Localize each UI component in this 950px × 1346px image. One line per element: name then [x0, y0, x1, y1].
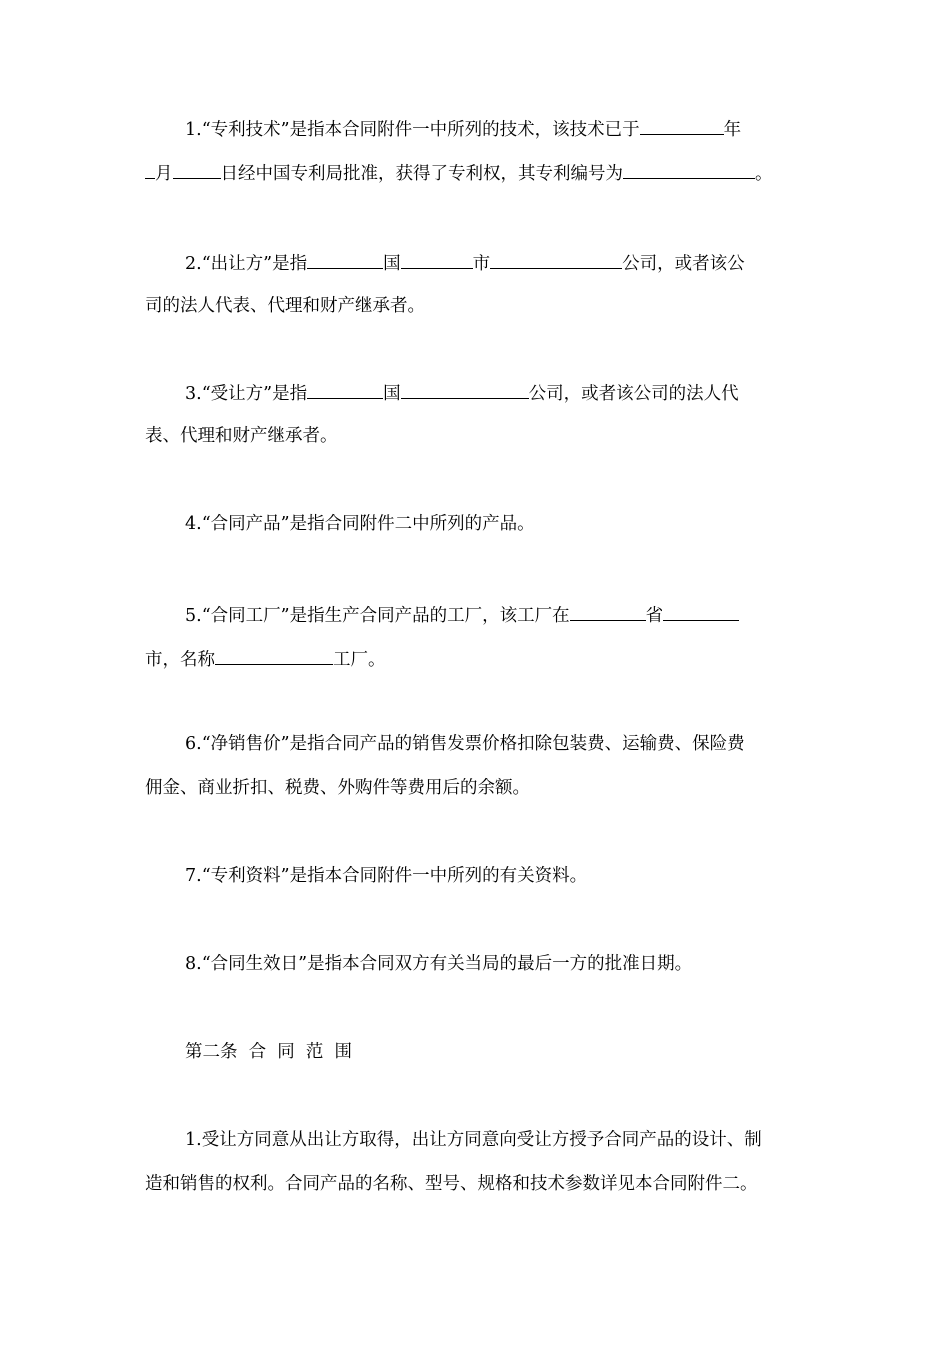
p2-text-a: “出让方”是指 [201, 254, 308, 274]
p2-line-2 [145, 294, 425, 318]
p2-city-blank[interactable] [401, 250, 473, 269]
p7-text-a: “专利资料”是指本合同附件一中所列的有关资料。 [201, 866, 588, 886]
p1-line-1 [185, 116, 741, 142]
p2-text-e: 司的法人代表、代理和财产继承者。 [145, 296, 425, 316]
p6-line-1 [185, 732, 745, 756]
p6-text-a: “净销售价”是指合同产品的销售发票价格扣除包装费、运输费、保险费 [201, 734, 745, 754]
p2-text-d: 公司，或者该公 [622, 254, 745, 274]
p1-text-b: 年 [723, 120, 742, 140]
p5-text-d: 工厂。 [333, 650, 386, 670]
p4-number: 4. [185, 514, 202, 534]
p3-text-d: 表、代理和财产继承者。 [145, 426, 338, 446]
p5-text-b: 省 [645, 606, 664, 626]
p1-text-e: 。 [755, 164, 773, 184]
p1-patent-number-blank[interactable] [623, 160, 755, 179]
p5-line-2 [145, 646, 386, 672]
p3-country-blank[interactable] [307, 380, 383, 399]
p7-number: 7. [185, 866, 202, 886]
p5-number: 5. [185, 606, 202, 626]
s1-text-b: 造和销售的权利。合同产品的名称、型号、规格和技术参数详见本合同附件二。 [145, 1174, 758, 1194]
p5-city-blank[interactable] [663, 602, 739, 621]
p6-text-b: 佣金、商业折扣、税费、外购件等费用后的余额。 [145, 778, 530, 798]
p1-text-d: 日经中国专利局批准，获得了专利权，其专利编号为 [220, 164, 623, 184]
p1-text-a: “专利技术”是指本合同附件一中所列的技术，该技术已于 [201, 120, 640, 140]
p4-line-1 [185, 512, 535, 536]
p5-line-1 [185, 602, 739, 628]
p1-day-blank[interactable] [173, 160, 221, 179]
p2-country-blank[interactable] [307, 250, 383, 269]
s1-line-2 [145, 1172, 758, 1196]
p1-line-2 [145, 160, 773, 186]
p3-text-b: 国 [383, 384, 401, 404]
s1-text-a: 受让方同意从出让方取得，出让方同意向受让方授予合同产品的设计、制 [201, 1130, 762, 1150]
p2-company-blank[interactable] [490, 250, 622, 269]
p3-line-2 [145, 424, 338, 448]
p5-text-c: 市，名称 [145, 650, 215, 670]
p8-number: 8. [185, 954, 202, 974]
p2-text-c: 市 [472, 254, 491, 274]
p6-line-2 [145, 776, 530, 800]
p3-text-c: 公司，或者该公司的法人代 [528, 384, 739, 404]
p2-text-b: 国 [383, 254, 401, 274]
p7-line-1 [185, 864, 587, 888]
p2-number: 2. [185, 254, 202, 274]
p8-text-a: “合同生效日”是指本合同双方有关当局的最后一方的批准日期。 [201, 954, 693, 974]
p5-province-blank[interactable] [570, 602, 646, 621]
p2-line-1 [185, 250, 745, 276]
p3-text-a: “受让方”是指 [201, 384, 308, 404]
s1-line-1 [185, 1128, 762, 1152]
p1-text-c: 月 [155, 164, 173, 184]
p3-company-blank[interactable] [401, 380, 529, 399]
p4-text-a: “合同产品”是指合同附件二中所列的产品。 [201, 514, 535, 534]
p3-number: 3. [185, 384, 202, 404]
p3-line-1 [185, 380, 739, 406]
s1-number: 1. [185, 1130, 202, 1150]
p5-factory-name-blank[interactable] [215, 646, 333, 665]
p5-text-a: “合同工厂”是指生产合同产品的工厂，该工厂在 [201, 606, 570, 626]
p8-line-1 [185, 952, 692, 976]
p6-number: 6. [185, 734, 202, 754]
p1-number: 1. [185, 120, 202, 140]
section-heading: 第二条 合 同 范 围 [185, 1042, 353, 1062]
p1-year-blank[interactable] [640, 116, 724, 135]
p1-month-blank[interactable] [145, 160, 155, 179]
